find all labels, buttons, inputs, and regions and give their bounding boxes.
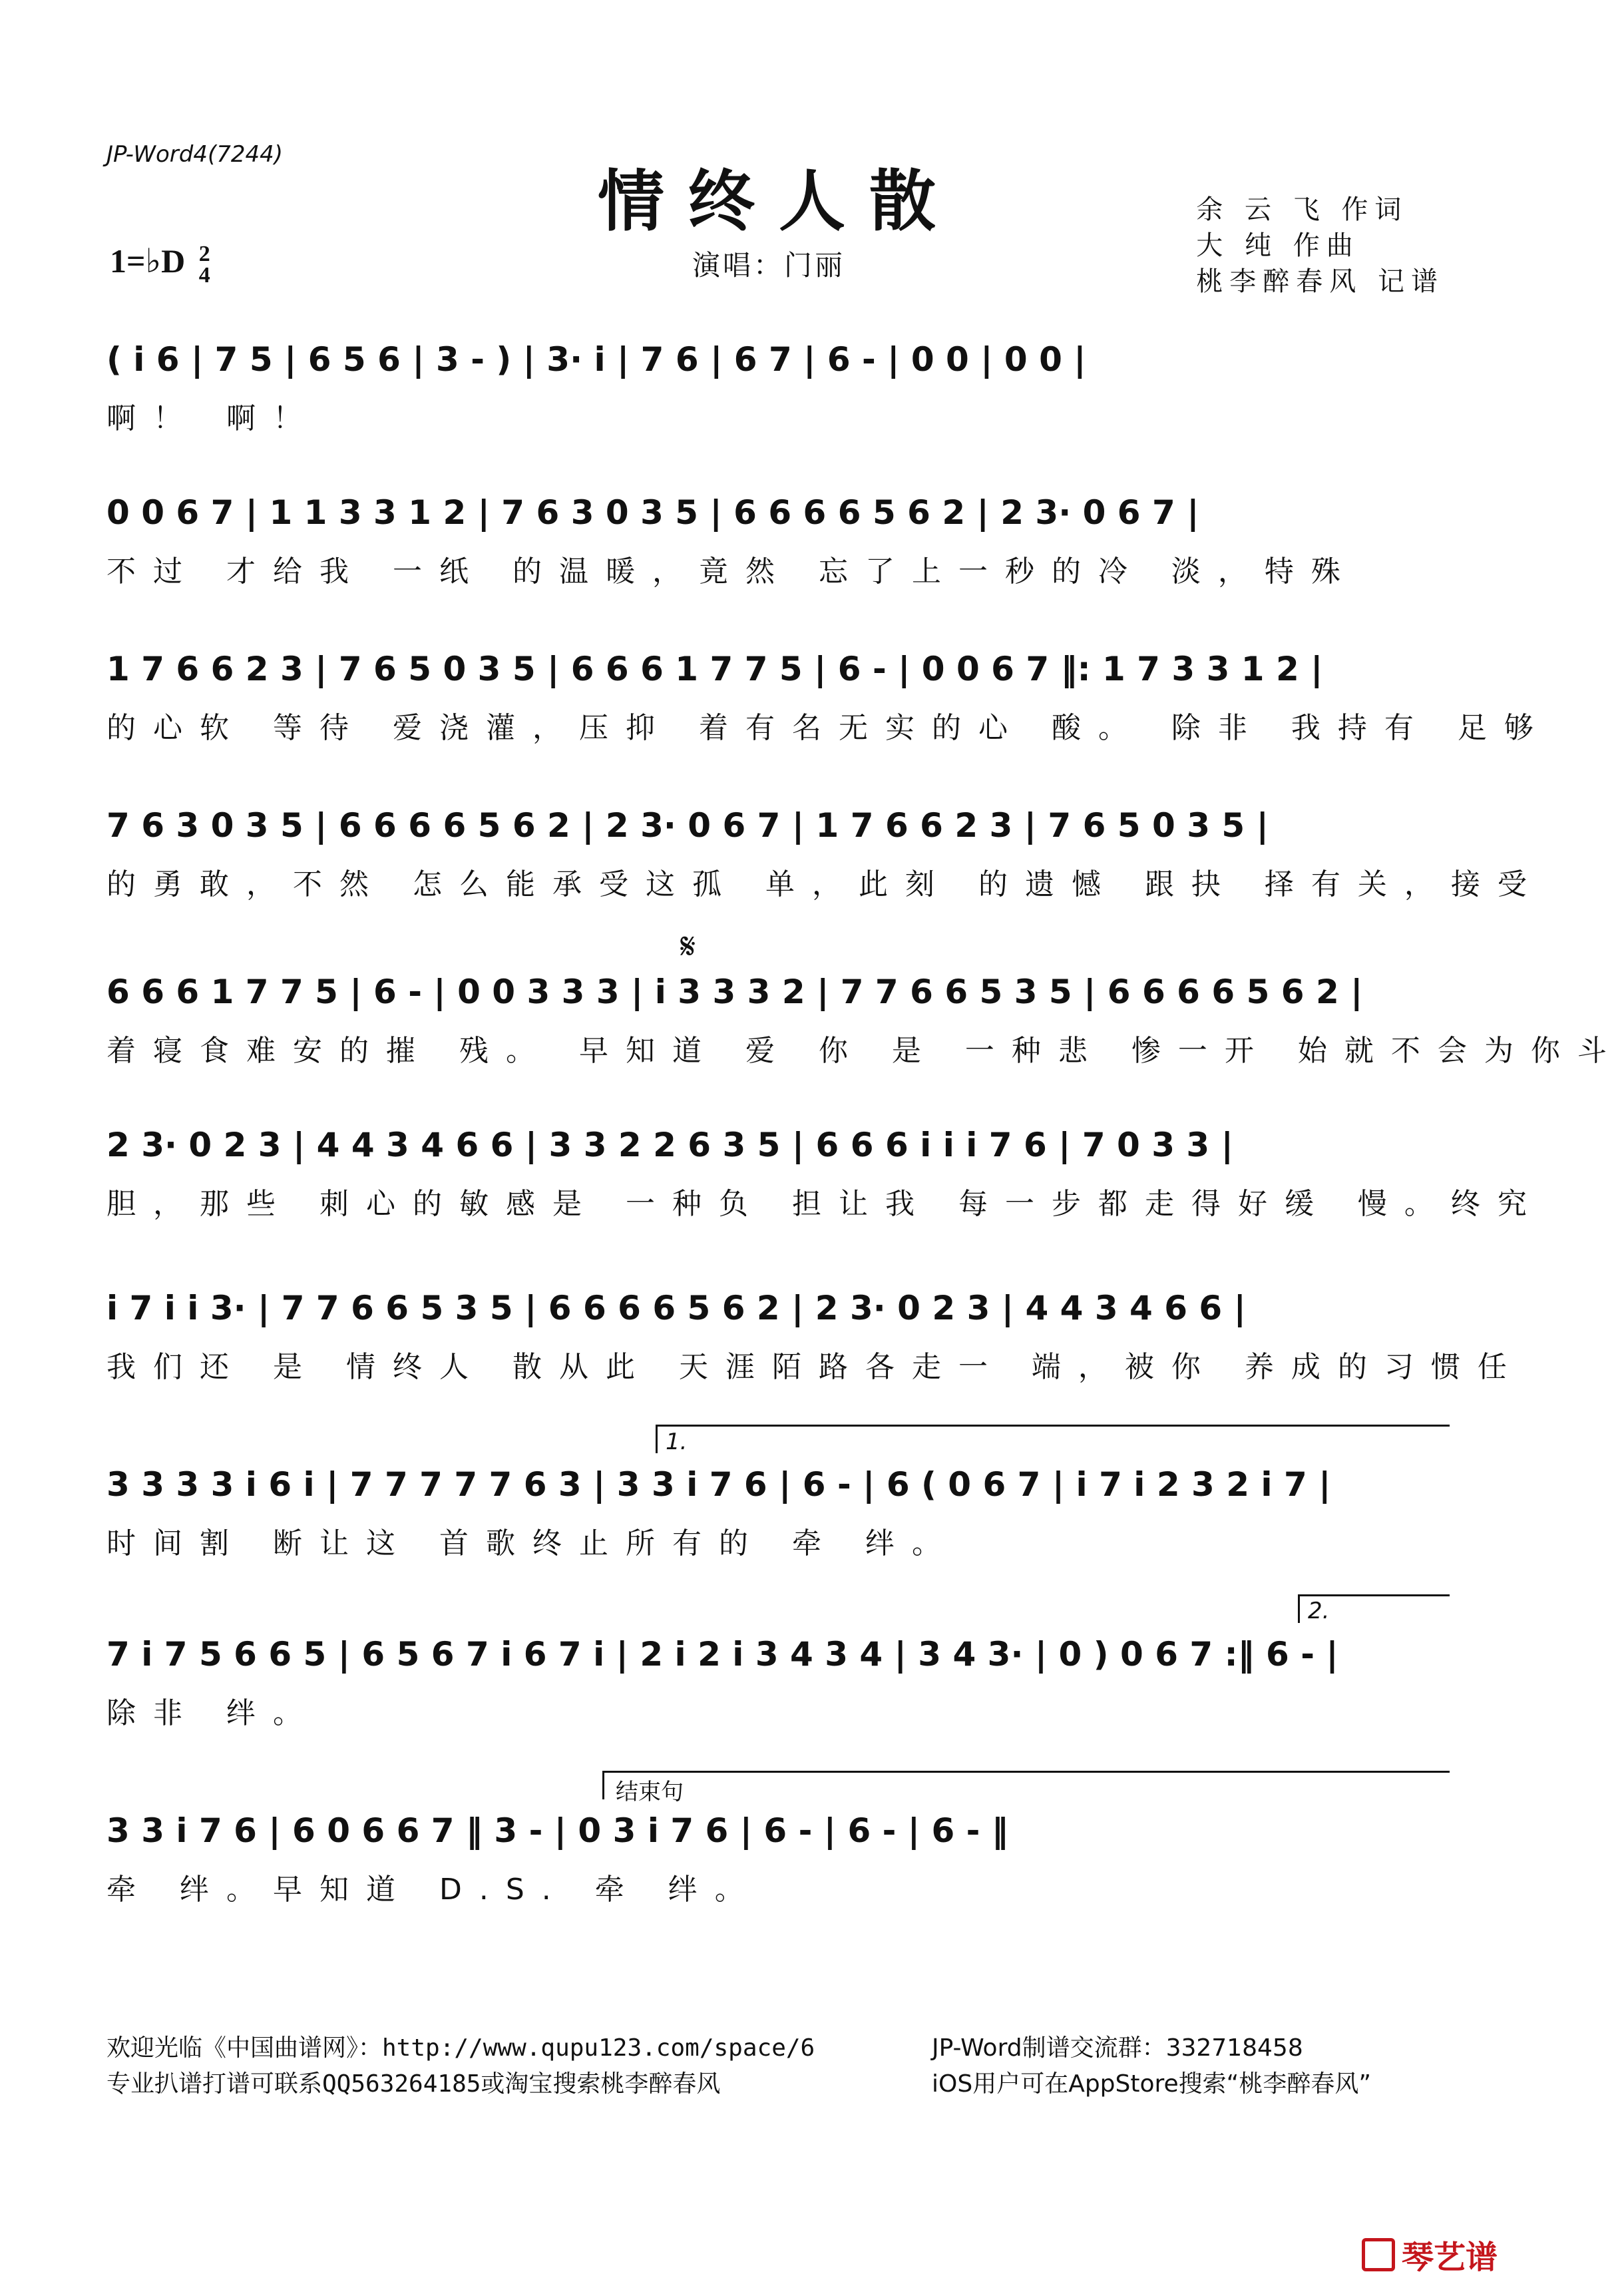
volta-bracket-1 bbox=[656, 1425, 1450, 1453]
footer-right bbox=[932, 2030, 1371, 2102]
notation-line: 3 3 i 7 6 | 6 0 6 6 7 ‖ 3 - | 0 3 i 7 6 | 6 - | 6 - | 6 - ‖ bbox=[106, 1811, 1008, 1850]
lyric-line: 啊！ 啊！ bbox=[106, 401, 319, 435]
lyric-line: 着寝食难安的摧 残。 早知道 爱 你 是 一种悲 惨一开 始就不会为你斗 bbox=[106, 1034, 1624, 1068]
notation-line: 7 6 3 0 3 5 | 6 6 6 6 5 6 2 | 2 3· 0 6 7 | 1 7 6 6 2 3 | 7 6 5 0 3 5 | bbox=[106, 806, 1269, 845]
footer-left bbox=[106, 2030, 815, 2102]
lyric-line: 牵 绊。早知道 D.S. 牵 绊。 bbox=[106, 1873, 761, 1907]
lyric-line: 我们还 是 情终人 散从此 天涯陌路各走一 端，被你 养成的习惯任 bbox=[106, 1350, 1524, 1384]
ending-label: 结束句 bbox=[616, 1779, 684, 1805]
transcriber-credit: 桃李醉春风 记谱 bbox=[1196, 266, 1444, 297]
lyricist-credit: 余 云 飞 作词 bbox=[1196, 194, 1408, 225]
lyric-line: 除非 绊。 bbox=[106, 1696, 319, 1730]
notation-line: 7 i 7 5 6 6 5 | 6 5 6 7 i 6 7 i | 2 i 2 i 3 4 3 4 | 3 4 3· | 0 ) 0 6 7 :‖ 6 - | bbox=[106, 1635, 1338, 1674]
lyric-line: 时间割 断让这 首歌终止所有的 牵 绊。 bbox=[106, 1526, 958, 1560]
lyric-line: 不过 才给我 一纸 的温暖，竟然 忘了上一秒的冷 淡，特殊 bbox=[106, 555, 1358, 588]
notation-line: 3 3 3 3 i 6 i | 7 7 7 7 7 6 3 | 3 3 i 7 6 | 6 - | 6 ( 0 6 7 | i 7 i 2 3 2 i 7 | bbox=[106, 1465, 1331, 1504]
notation-line: 2 3· 0 2 3 | 4 4 3 4 6 6 | 3 3 2 2 6 3 5 | 6 6 6 i i i 7 6 | 7 0 3 3 | bbox=[106, 1126, 1233, 1164]
time-signature bbox=[198, 241, 210, 288]
ending-bracket bbox=[602, 1771, 1450, 1799]
time-top: 2 bbox=[198, 241, 210, 266]
key-signature bbox=[110, 241, 210, 286]
logo-mark-icon bbox=[1362, 2238, 1395, 2271]
composer-credit: 大 纯 作曲 bbox=[1196, 230, 1360, 261]
notation-line: 6 6 6 1 7 7 5 | 6 - | 0 0 3 3 3 | i 3 3 3 2 | 7 7 6 6 5 3 5 | 6 6 6 6 5 6 2 | bbox=[106, 973, 1363, 1011]
volta-label-2: 2. bbox=[1308, 1598, 1330, 1624]
singer: 演唱：门丽 bbox=[692, 249, 846, 282]
footer-contact: 专业扒谱打谱可联系QQ563264185或淘宝搜索桃李醉春风 bbox=[106, 2070, 721, 2098]
lyric-line: 胆，那些 刺心的敏感是 一种负 担让我 每一步都走得好缓 慢。终究 bbox=[106, 1187, 1544, 1221]
site-logo bbox=[1362, 2231, 1498, 2277]
footer-website: 欢迎光临《中国曲谱网》：http://www.qupu123.com/space/6 bbox=[106, 2034, 815, 2062]
notation-line: 1 7 6 6 2 3 | 7 6 5 0 3 5 | 6 6 6 1 7 7 5 | 6 - | 0 0 6 7 ‖: 1 7 3 3 1 2 | bbox=[106, 650, 1323, 688]
lyric-line: 的勇敢，不然 怎么能承受这孤 单，此刻 的遗憾 跟抉 择有关，接受 bbox=[106, 867, 1544, 901]
song-title: 情终人散 bbox=[598, 162, 960, 240]
footer-group: JP-Word制谱交流群：332718458 bbox=[932, 2034, 1303, 2062]
segno-mark: 𝄋 bbox=[680, 925, 696, 967]
footer-ios: iOS用户可在AppStore搜索“桃李醉春风” bbox=[932, 2070, 1371, 2098]
credits bbox=[1196, 192, 1444, 300]
time-bottom: 4 bbox=[198, 262, 210, 288]
lyric-line: 的心软 等待 爱浇灌，压抑 着有名无实的心 酸。 除非 我持有 足够 bbox=[106, 711, 1551, 745]
logo-text: 琴艺谱 bbox=[1401, 2239, 1498, 2276]
key-label: 1=♭D bbox=[110, 242, 186, 280]
notation-line: 0 0 6 7 | 1 1 3 3 1 2 | 7 6 3 0 3 5 | 6 6 6 6 5 6 2 | 2 3· 0 6 7 | bbox=[106, 493, 1199, 532]
volta-label-1: 1. bbox=[666, 1429, 688, 1455]
notation-line: i 7 i i 3· | 7 7 6 6 5 3 5 | 6 6 6 6 5 6 2 | 2 3· 0 2 3 | 4 4 3 4 6 6 | bbox=[106, 1289, 1246, 1327]
notation-line: ( i 6 | 7 5 | 6 5 6 | 3 - ) | 3· i | 7 6 | 6 7 | 6 - | 0 0 | 0 0 | bbox=[106, 340, 1086, 379]
software-version: JP-Word4(7244) bbox=[106, 141, 284, 168]
